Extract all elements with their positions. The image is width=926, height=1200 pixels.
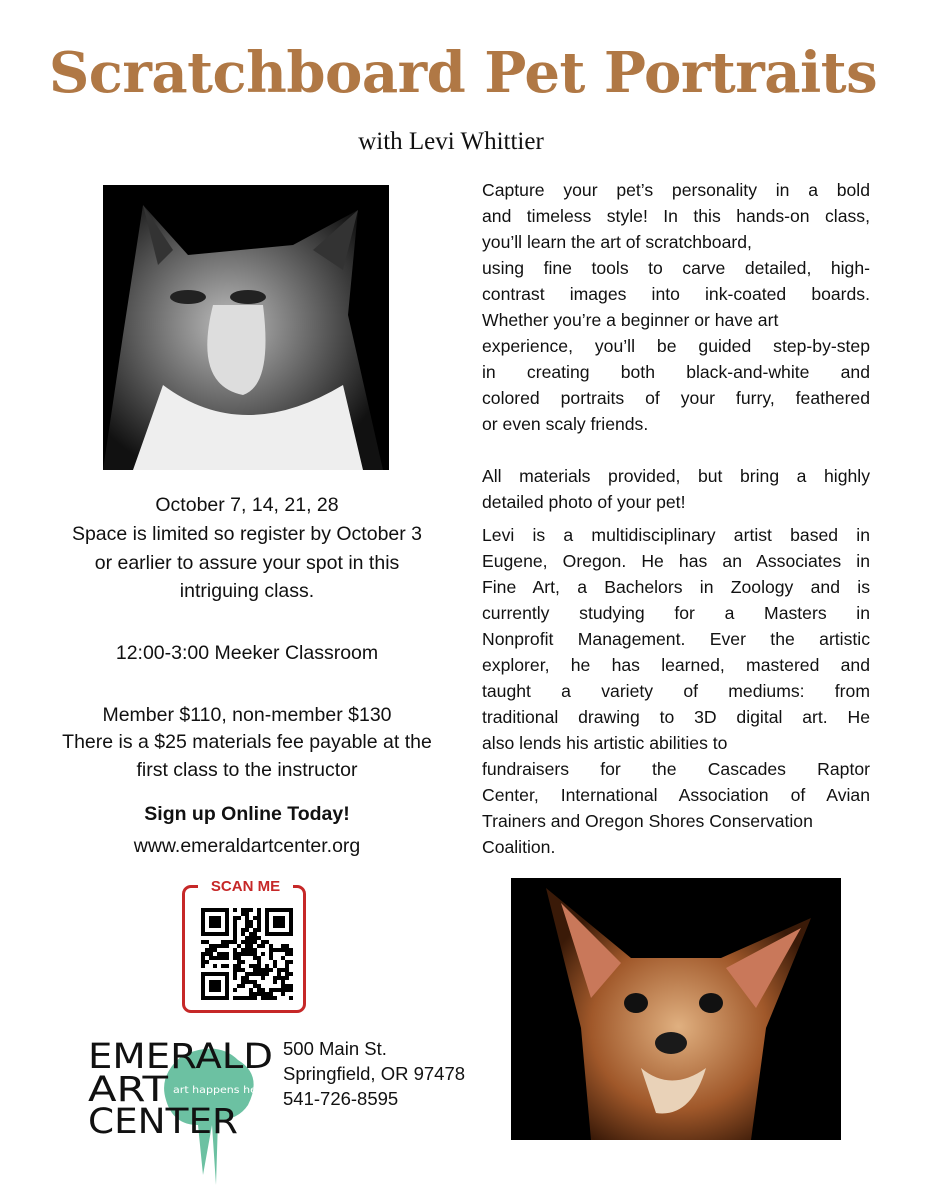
class-description (482, 177, 870, 515)
bio-line: Fine Art, a Bachelors in Zoology and is (482, 577, 870, 597)
register-note-2: or earlier to assure your spot in this (94, 552, 400, 574)
bio-line: Nonprofit Management. Ever the artistic (482, 629, 870, 649)
bio-line: explorer, he has learned, mastered and (482, 655, 870, 675)
description-line (482, 437, 870, 463)
address-block (283, 1036, 465, 1111)
bio-line: Eugene, Oregon. He has an Associates in (482, 551, 870, 571)
description-line: experience, you’ll be guided step-by-step (482, 336, 870, 356)
emerald-art-center-logo (88, 1035, 278, 1185)
register-note-3: intriguing class. (179, 580, 315, 602)
instructor-bio (482, 522, 870, 860)
bio-line: taught a variety of mediums: from (482, 681, 870, 701)
page-title: Scratchboard Pet Portraits (48, 40, 878, 106)
svg-text:ART: ART (88, 1070, 169, 1110)
bio-line: Levi is a multidisciplinary artist based in (482, 525, 870, 545)
description-line: you’ll learn the art of scratchboard, (482, 232, 752, 252)
bio-line: traditional drawing to 3D digital art. He (482, 707, 870, 727)
register-note-1: Space is limited so register by October 3 (71, 523, 423, 545)
description-line: and timeless style! In this hands-on class, (482, 206, 870, 226)
class-dates: October 7, 14, 21, 28 (155, 494, 339, 516)
bio-line: also lends his artistic abilities to (482, 733, 728, 753)
materials-fee-1: There is a $25 materials fee payable at the (62, 731, 432, 753)
bio-line: Trainers and Oregon Shores Conservation (482, 811, 813, 831)
chihuahua-portrait-image (511, 878, 841, 1140)
svg-text:CENTER: CENTER (88, 1102, 238, 1142)
signup-cta: Sign up Online Today! (144, 803, 350, 825)
time-location: 12:00-3:00 Meeker Classroom (115, 642, 379, 664)
bio-line: Center, International Association of Avian (482, 785, 870, 805)
description-line: using fine tools to carve detailed, high- (482, 258, 870, 278)
phone-number: 541-726-8595 (283, 1088, 399, 1109)
bio-line: Coalition. (482, 837, 556, 857)
description-line: Whether you’re a beginner or have art (482, 310, 779, 330)
bio-line: currently studying for a Masters in (482, 603, 870, 623)
description-line: All materials provided, but bring a highly (482, 466, 870, 486)
description-line: Capture your pet’s personality in a bold (482, 180, 870, 200)
website-link[interactable]: www.emeraldartcenter.org (133, 835, 361, 857)
description-line: or even scaly friends. (482, 414, 649, 434)
pricing: Member $110, non-member $130 (102, 704, 392, 726)
svg-text:art happens here: art happens here (173, 1085, 268, 1096)
materials-fee-2: first class to the instructor (136, 759, 358, 781)
qr-code-frame[interactable] (182, 885, 306, 1013)
city-state-zip: Springfield, OR 97478 (283, 1063, 466, 1084)
description-line: detailed photo of your pet! (482, 492, 686, 512)
scan-me-label: SCAN ME (198, 878, 293, 896)
street-address: 500 Main St. (283, 1038, 387, 1059)
description-line: in creating both black-and-white and (482, 362, 870, 382)
instructor-subtitle: with Levi Whittier (358, 128, 544, 155)
description-line: contrast images into ink-coated boards. (482, 284, 870, 304)
description-line: colored portraits of your furry, feathered (482, 388, 870, 408)
svg-text:EMERALD: EMERALD (88, 1037, 273, 1077)
cat-scratchboard-image (103, 185, 389, 470)
bio-line: fundraisers for the Cascades Raptor (482, 759, 870, 779)
qr-code-icon (201, 908, 293, 1000)
